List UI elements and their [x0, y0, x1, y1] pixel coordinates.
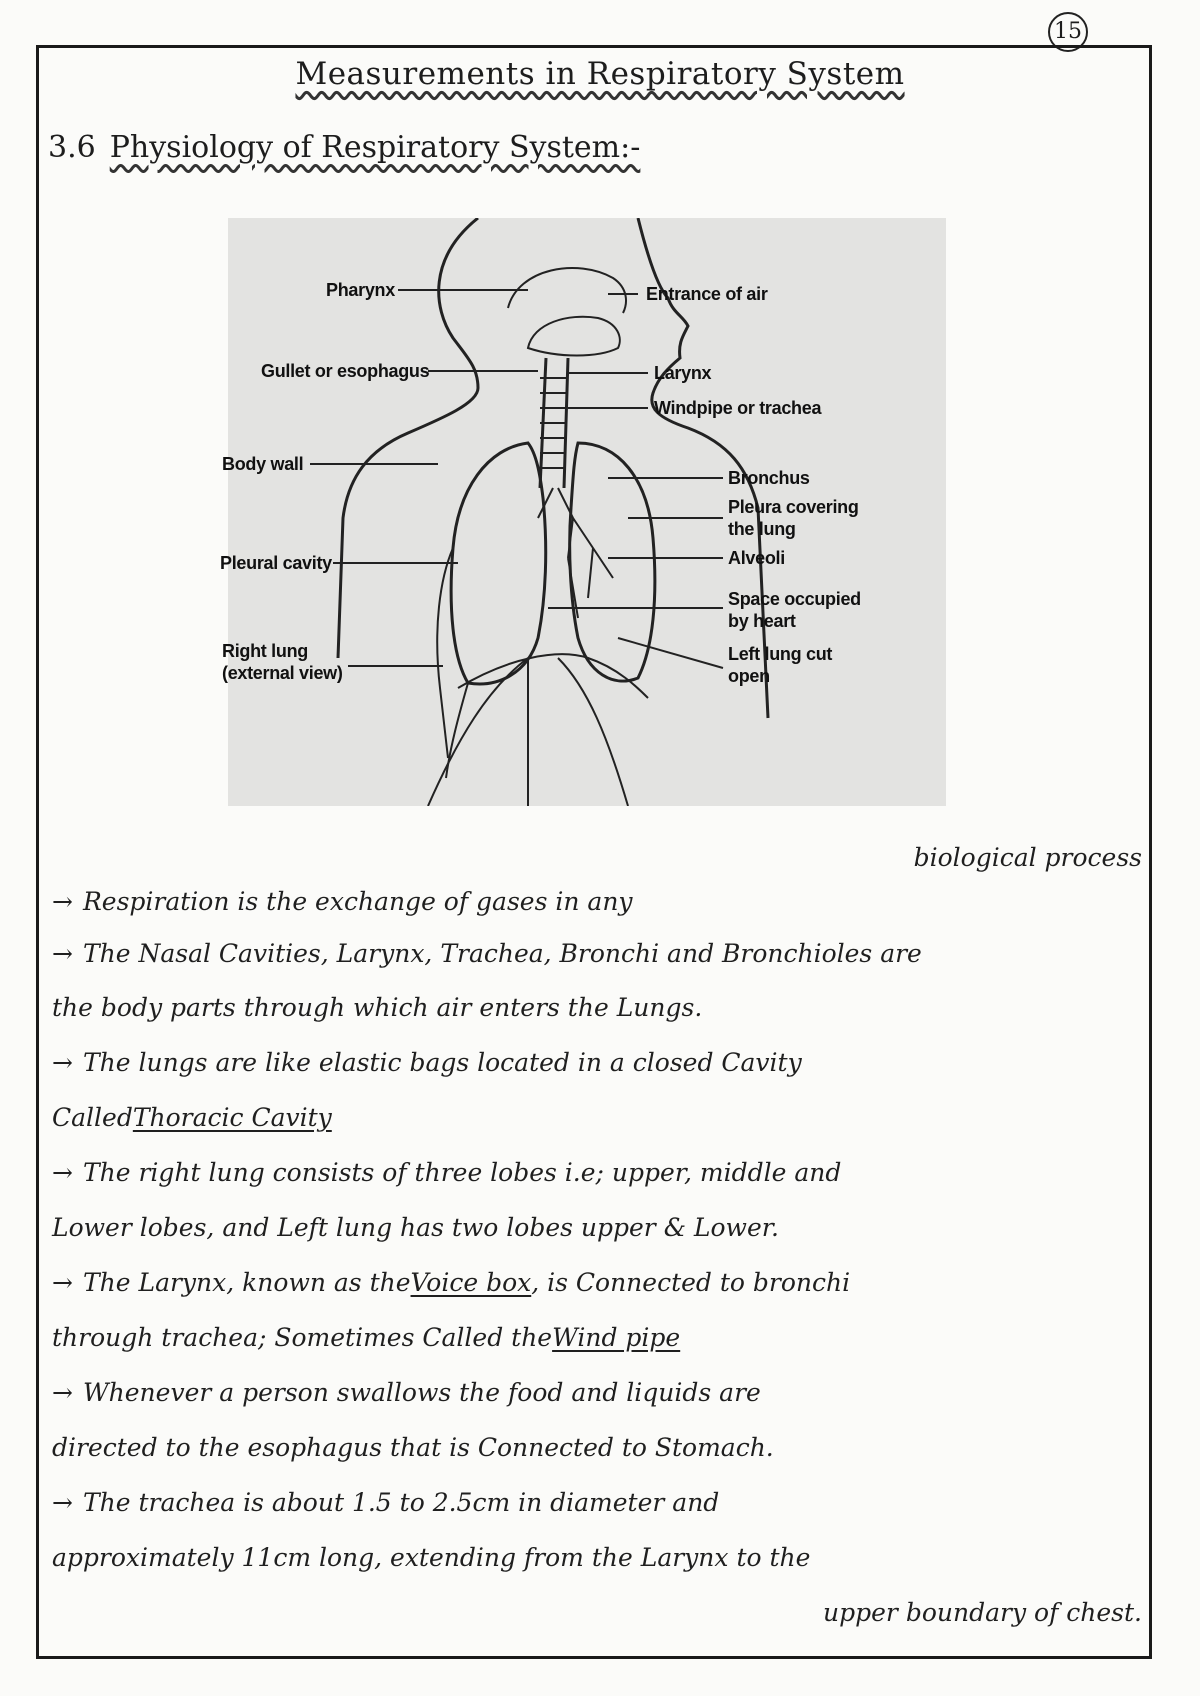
note-text: approximately 11cm long, extending from the Larynx to the: [52, 1543, 811, 1572]
respiratory-diagram: [220, 218, 946, 806]
arrow-icon: →: [52, 1048, 73, 1077]
note-line: [52, 980, 1142, 1036]
note-text: upper boundary of chest.: [823, 1598, 1142, 1627]
arrow-icon: →: [52, 939, 73, 968]
note-line: [52, 1530, 1142, 1586]
section-title: Physiology of Respiratory System:-: [109, 130, 641, 165]
note-line: [52, 1090, 1142, 1146]
note-text: The Nasal Cavities, Larynx, Trachea, Bronchi and Bronchioles are: [82, 939, 922, 968]
note-line: [52, 1310, 1142, 1366]
note-text: The Larynx, known as the: [82, 1268, 411, 1297]
note-line: [52, 1200, 1142, 1256]
label-alveoli: Alveoli: [728, 548, 785, 568]
note-text: Whenever a person swallows the food and liquids are: [82, 1378, 761, 1407]
note-text: directed to the esophagus that is Connected to Stomach.: [52, 1433, 774, 1462]
note-term-wind-pipe: Wind pipe: [552, 1323, 681, 1352]
label-pleura: Pleura covering the lung: [728, 497, 859, 539]
arrow-icon: →: [52, 1268, 73, 1297]
note-line: [52, 1585, 1142, 1641]
note-line: [52, 1475, 1142, 1531]
label-larynx: Larynx: [654, 363, 712, 383]
note-text: through trachea; Sometimes Called the: [52, 1323, 553, 1352]
note-text: The right lung consists of three lobes i.e; upper, middle and: [82, 1158, 842, 1187]
label-windpipe: Windpipe or trachea: [654, 398, 822, 418]
label-pleural-cavity: Pleural cavity: [220, 553, 332, 573]
arrow-icon: →: [52, 887, 73, 916]
section-number: 3.6: [48, 130, 96, 165]
note-text: the body parts through which air enters the Lungs.: [52, 993, 703, 1022]
arrow-icon: →: [52, 1158, 73, 1187]
note-line: [52, 1365, 1142, 1421]
note-term-voice-box: Voice box: [410, 1268, 532, 1297]
note-text: Called: [52, 1103, 133, 1132]
note-line: [52, 926, 1142, 982]
note-text: Respiration is the exchange of gases in any: [82, 887, 633, 916]
note-line: [52, 1255, 1142, 1311]
arrow-icon: →: [52, 1488, 73, 1517]
page-number: 15: [1048, 12, 1088, 52]
label-body-wall: Body wall: [222, 454, 304, 474]
label-left-lung: Left lung cut open: [728, 644, 833, 686]
note-text: , is Connected to bronchi: [531, 1268, 851, 1297]
label-gullet: Gullet or esophagus: [261, 361, 430, 381]
label-bronchus: Bronchus: [728, 468, 810, 488]
note-line: [52, 874, 1142, 930]
note-line: [52, 1420, 1142, 1476]
note-text: The trachea is about 1.5 to 2.5cm in diameter and: [82, 1488, 720, 1517]
label-pharynx: Pharynx: [326, 280, 395, 300]
note-line: [52, 1035, 1142, 1091]
note-line: [52, 1145, 1142, 1201]
label-entrance-of-air: Entrance of air: [646, 284, 768, 304]
note-term-thoracic-cavity: Thoracic Cavity: [132, 1103, 332, 1132]
note-text: The lungs are like elastic bags located in a closed Cavity: [82, 1048, 802, 1077]
page-title: Measurements in Respiratory System: [295, 56, 905, 92]
label-right-lung: Right lung (external view): [222, 641, 343, 683]
section-heading: [48, 130, 640, 165]
arrow-icon: →: [52, 1378, 73, 1407]
note-text: biological process: [913, 843, 1142, 872]
note-text: Lower lobes, and Left lung has two lobes upper & Lower.: [52, 1213, 779, 1242]
label-heart-space: Space occupied by heart: [728, 589, 861, 631]
